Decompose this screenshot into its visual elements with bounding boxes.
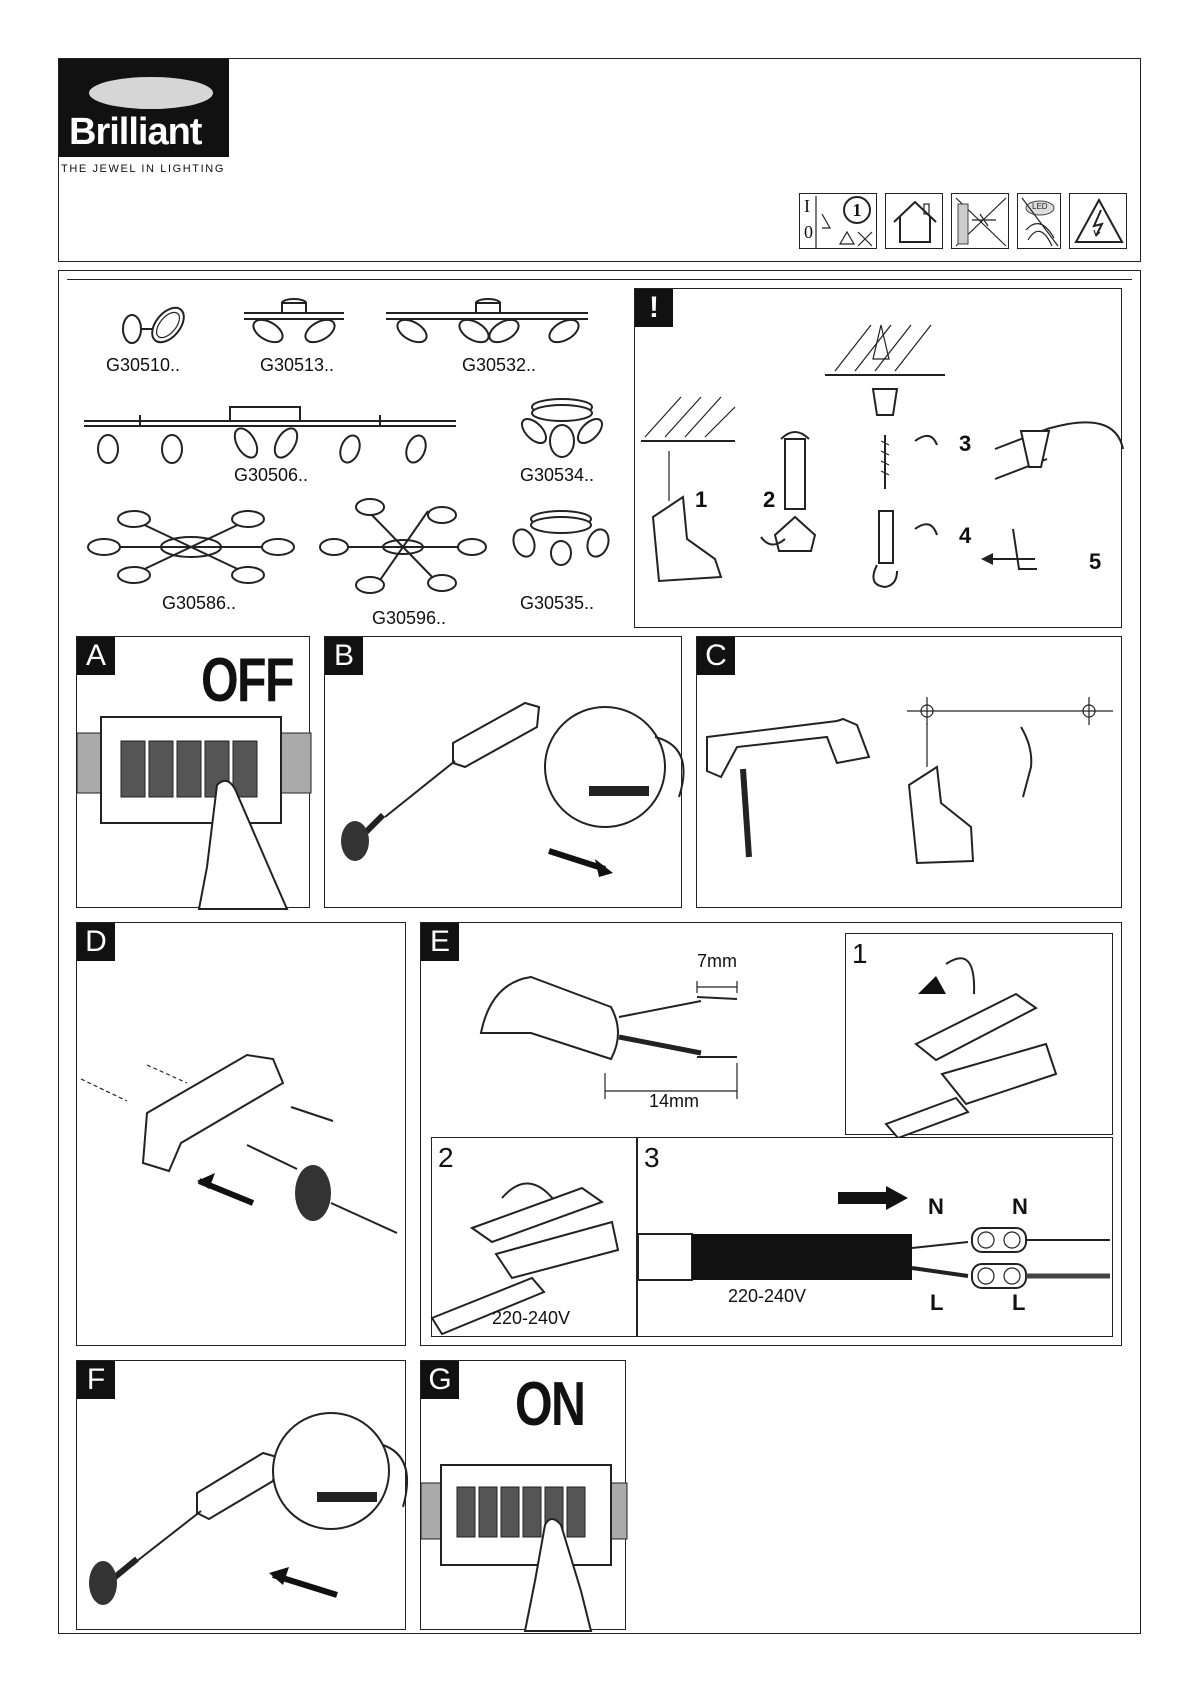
breaker-panel-drawing xyxy=(77,637,311,909)
header-frame xyxy=(58,58,1141,262)
mount-bracket-drawing xyxy=(77,923,407,1347)
step-letter: D xyxy=(77,923,115,961)
power-on-label: ON xyxy=(515,1370,585,1439)
step-c-panel xyxy=(696,636,1122,908)
brand-name: Brilliant xyxy=(69,111,202,153)
power-off-label: OFF xyxy=(201,646,294,715)
top-rule xyxy=(67,279,1132,280)
substep-number: 3 xyxy=(644,1142,660,1173)
neutral-label: N xyxy=(1012,1194,1028,1219)
step-number: 2 xyxy=(763,487,776,512)
model-code: G30532.. xyxy=(462,355,537,375)
strip-length-long: 14mm xyxy=(649,1091,700,1111)
ceiling-mount-drawing xyxy=(635,289,1123,629)
live-label: L xyxy=(1012,1290,1026,1315)
breaker-on-drawing xyxy=(421,1361,627,1631)
model-code: G30586.. xyxy=(162,593,237,613)
brand-logo xyxy=(59,59,229,177)
electric-hazard-icon xyxy=(1069,193,1127,249)
step-letter: C xyxy=(697,637,735,675)
model-code: G30534.. xyxy=(520,465,595,485)
remove-canopy-drawing xyxy=(325,637,683,909)
step-e3-panel xyxy=(637,1137,1113,1337)
attach-canopy-drawing xyxy=(77,1361,407,1631)
live-label: L xyxy=(930,1290,944,1315)
substep-number: 1 xyxy=(852,938,868,969)
indoor-house-icon xyxy=(885,193,943,249)
step-letter: F xyxy=(77,1361,115,1399)
step-letter: A xyxy=(77,637,115,675)
voltage-label: 220-240V xyxy=(492,1308,571,1328)
fixture-g30506-drawing xyxy=(80,393,460,473)
step-b-panel xyxy=(324,636,682,908)
step-e1-panel xyxy=(845,933,1113,1135)
voltage-label: 220-240V xyxy=(728,1286,807,1306)
step-d-panel xyxy=(76,922,406,1346)
fixture-g30510-drawing xyxy=(116,295,206,355)
step-number: 5 xyxy=(1089,549,1102,574)
step-f-panel xyxy=(76,1360,406,1630)
neutral-label: N xyxy=(928,1194,944,1219)
fixture-g30586-drawing xyxy=(86,507,296,587)
notice-panel xyxy=(634,288,1122,628)
step-number: 3 xyxy=(959,431,972,456)
model-code: G30513.. xyxy=(260,355,335,375)
no-covering-icon xyxy=(951,193,1009,249)
fixture-g30535-drawing xyxy=(506,507,616,587)
fixture-g30534-drawing xyxy=(512,395,612,465)
header-icon-row xyxy=(799,193,1139,253)
step-e2-panel xyxy=(431,1137,637,1337)
fixture-g30513-drawing xyxy=(240,295,350,355)
step-e-panel xyxy=(420,922,1122,1346)
model-catalog xyxy=(66,285,626,628)
step-g-panel xyxy=(420,1360,626,1630)
mark-and-drill-drawing xyxy=(697,637,1123,909)
model-code: G30510.. xyxy=(106,355,181,375)
notice-mark: ! xyxy=(635,289,673,327)
connect-wires-drawing xyxy=(638,1138,1114,1338)
strip-length-short: 7mm xyxy=(697,951,737,971)
step-number: 1 xyxy=(695,487,708,512)
led-not-replaceable-icon: LED xyxy=(1017,193,1061,249)
step-letter: G xyxy=(421,1361,459,1399)
step-number: 4 xyxy=(959,523,972,548)
brand-tagline: THE JEWEL IN LIGHTING xyxy=(61,163,225,175)
step-letter: E xyxy=(421,923,459,961)
model-code: G30596.. xyxy=(372,608,447,628)
step-letter: B xyxy=(325,637,363,675)
substep-number: 2 xyxy=(438,1142,454,1173)
fixture-g30532-drawing xyxy=(382,295,592,355)
terminal-open-drawing xyxy=(846,934,1114,1136)
fixture-g30596-drawing xyxy=(318,497,488,597)
wire-strip-drawing xyxy=(421,923,841,1123)
step-a-panel xyxy=(76,636,310,908)
model-code: G30506.. xyxy=(234,465,309,485)
model-code: G30535.. xyxy=(520,593,595,613)
switch-off-class1-icon: I 0 1 xyxy=(799,193,877,249)
